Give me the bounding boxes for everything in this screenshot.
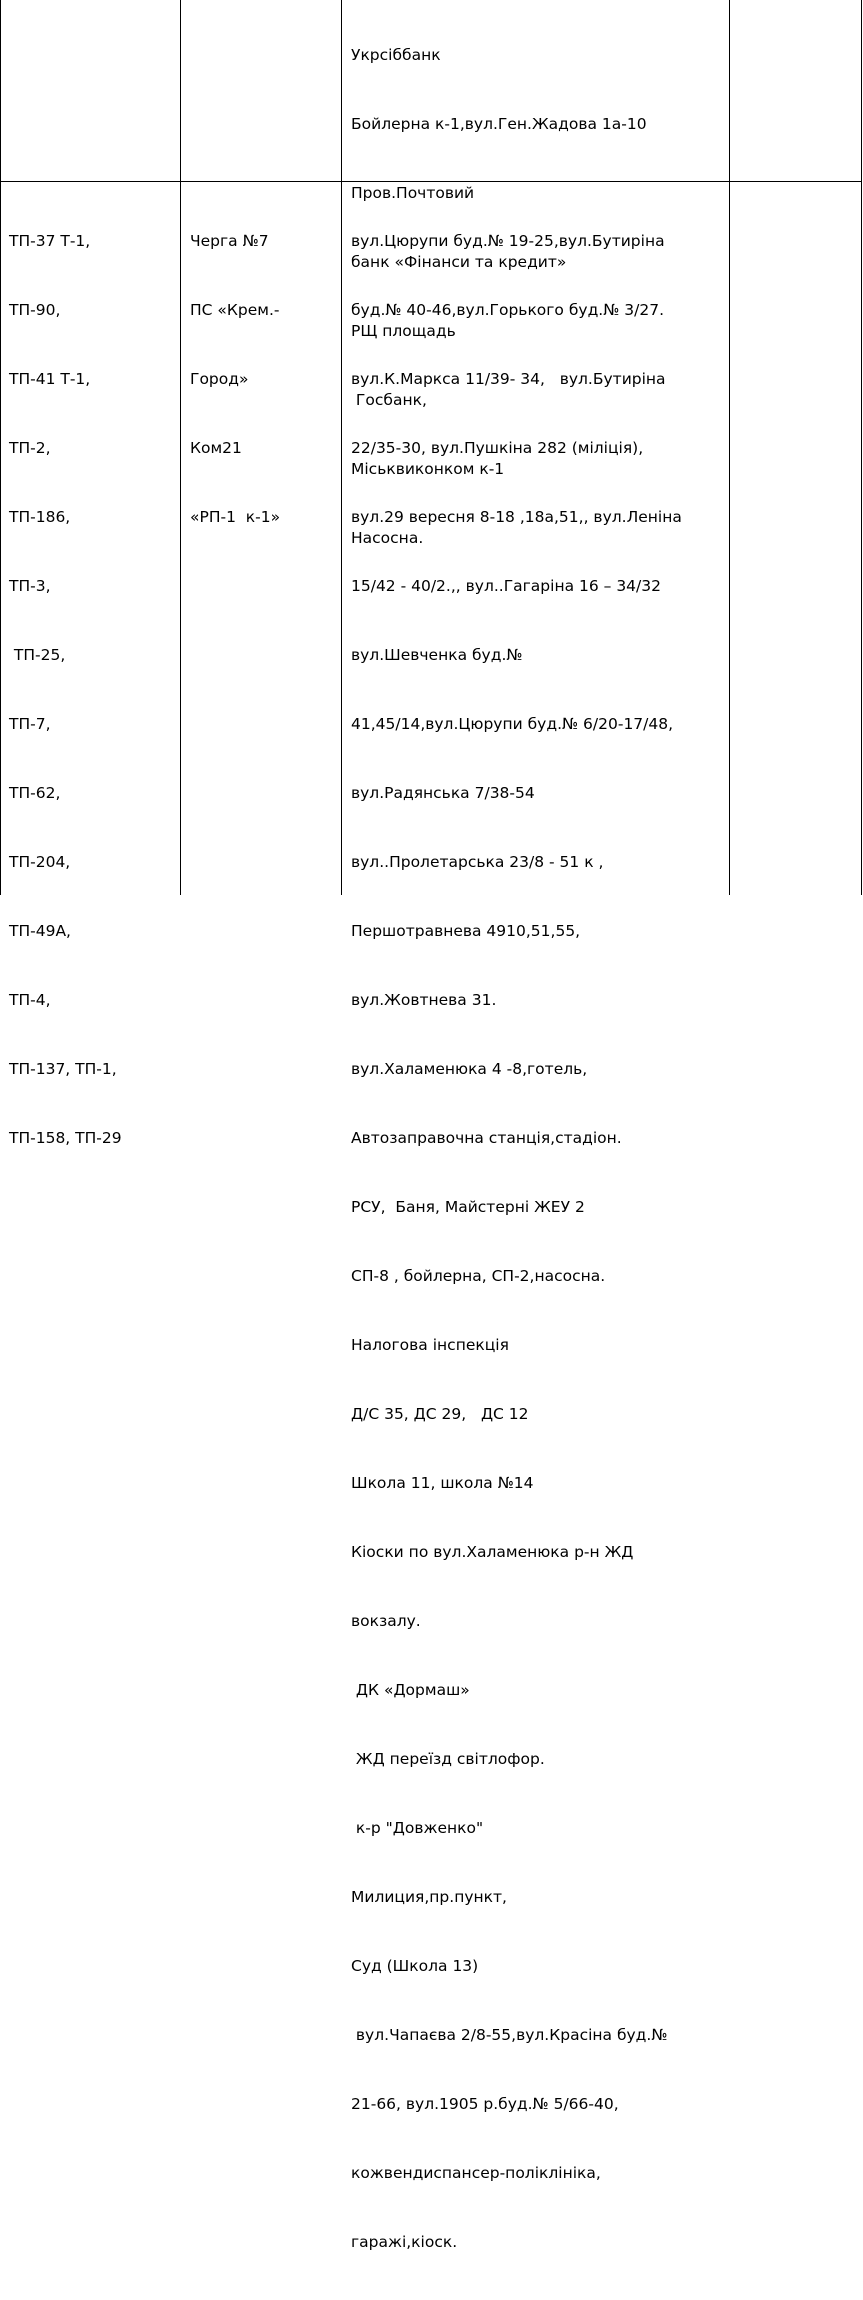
text-line: ТП-90, bbox=[9, 301, 61, 319]
text-line: ТП-2, bbox=[9, 439, 51, 457]
text-line: Школа 11, школа №14 bbox=[351, 1474, 534, 1492]
text-line: Д/С 35, ДС 29, ДС 12 bbox=[351, 1405, 529, 1423]
text-line: вул.Жовтнева 31. bbox=[351, 991, 497, 1009]
text-line: буд.№ 40-46,вул.Горького буд.№ 3/27. bbox=[351, 301, 664, 319]
consumers-list bbox=[351, 184, 682, 2300]
table-column-divider-1 bbox=[180, 0, 181, 895]
text-line: вул.К.Маркса 11/39- 34, вул.Бутиріна bbox=[351, 370, 666, 388]
text-line: ТП-204, bbox=[9, 853, 71, 871]
text-line: Город» bbox=[190, 370, 249, 388]
text-line: Насосна. bbox=[351, 529, 424, 547]
text-line: вул.Чапаєва 2/8-55,вул.Красіна буд.№ bbox=[351, 2026, 668, 2044]
text-line: ТП-158, ТП-29 bbox=[9, 1129, 122, 1147]
text-line: вул.Цюрупи буд.№ 19-25,вул.Бутиріна bbox=[351, 232, 665, 250]
text-line: кожвендиспансер-поліклініка, bbox=[351, 2164, 601, 2182]
text-line: вокзалу. bbox=[351, 1612, 421, 1630]
text-line: вул.Шевченка буд.№ bbox=[351, 646, 523, 664]
table-column-divider-2 bbox=[341, 0, 342, 895]
text-line: Ком21 bbox=[190, 439, 242, 457]
text-line: вул.Радянська 7/38-54 bbox=[351, 784, 535, 802]
text-line: ЖД переїзд світлофор. bbox=[351, 1750, 545, 1768]
table-column-divider-3 bbox=[729, 0, 730, 895]
text-line: Автозаправочна станція,стадіон. bbox=[351, 1129, 622, 1147]
text-line: Бойлерна к-1,вул.Ген.Жадова 1а-10 bbox=[351, 115, 647, 133]
table-border-right bbox=[861, 0, 862, 895]
text-line: «РП-1 к-1» bbox=[190, 508, 281, 526]
text-line: ТП-137, ТП-1, bbox=[9, 1060, 117, 1078]
text-line: к-р "Довженко" bbox=[351, 1819, 484, 1837]
text-line: Милиция,пр.пункт, bbox=[351, 1888, 507, 1906]
text-line: Суд (Школа 13) bbox=[351, 1957, 479, 1975]
text-line: 22/35-30, вул.Пушкіна 282 (міліція), bbox=[351, 439, 644, 457]
text-line: 15/42 - 40/2.,, вул..Гагаріна 16 – 34/32 bbox=[351, 577, 661, 595]
text-line: вул.29 вересня 8-18 ,18а,51,, вул.Леніна bbox=[351, 508, 682, 526]
text-line: Міськвиконком к-1 bbox=[351, 460, 505, 478]
text-line: Черга №7 bbox=[190, 232, 269, 250]
text-line: ТП-37 Т-1, bbox=[9, 232, 91, 250]
queue-feeder-info bbox=[190, 184, 280, 575]
text-line: 21-66, вул.1905 р.буд.№ 5/66-40, bbox=[351, 2095, 619, 2113]
text-line: Налогова інспекція bbox=[351, 1336, 509, 1354]
table-border-left bbox=[0, 0, 1, 895]
text-line: Кіоски по вул.Халаменюка р-н ЖД bbox=[351, 1543, 634, 1561]
substations-list bbox=[9, 184, 122, 1196]
text-line: гаражі,кіоск. bbox=[351, 2233, 458, 2251]
text-line: ТП-25, bbox=[9, 646, 66, 664]
text-line: ТП-7, bbox=[9, 715, 51, 733]
text-line: РСУ, Баня, Майстерні ЖЕУ 2 bbox=[351, 1198, 585, 1216]
text-line: РЩ площадь bbox=[351, 322, 456, 340]
text-line: ТП-49А, bbox=[9, 922, 71, 940]
text-line: ДК «Дормаш» bbox=[351, 1681, 470, 1699]
text-line: 41,45/14,вул.Цюрупи буд.№ 6/20-17/48, bbox=[351, 715, 674, 733]
text-line: банк «Фінанси та кредит» bbox=[351, 253, 567, 271]
text-line: СП-8 , бойлерна, СП-2,насосна. bbox=[351, 1267, 606, 1285]
text-line: ТП-4, bbox=[9, 991, 51, 1009]
text-line: Першотравнева 4910,51,55, bbox=[351, 922, 581, 940]
text-line: вул..Пролетарська 23/8 - 51 к , bbox=[351, 853, 604, 871]
text-line: ТП-41 Т-1, bbox=[9, 370, 91, 388]
text-line: ТП-62, bbox=[9, 784, 61, 802]
text-line: Пров.Почтовий bbox=[351, 184, 475, 202]
text-line: вул.Халаменюка 4 -8,готель, bbox=[351, 1060, 588, 1078]
text-line: Госбанк, bbox=[351, 391, 427, 409]
text-line: ТП-3, bbox=[9, 577, 51, 595]
text-line: ТП-186, bbox=[9, 508, 71, 526]
text-line: ПС «Крем.- bbox=[190, 301, 280, 319]
text-line: Укрсіббанк bbox=[351, 46, 441, 64]
